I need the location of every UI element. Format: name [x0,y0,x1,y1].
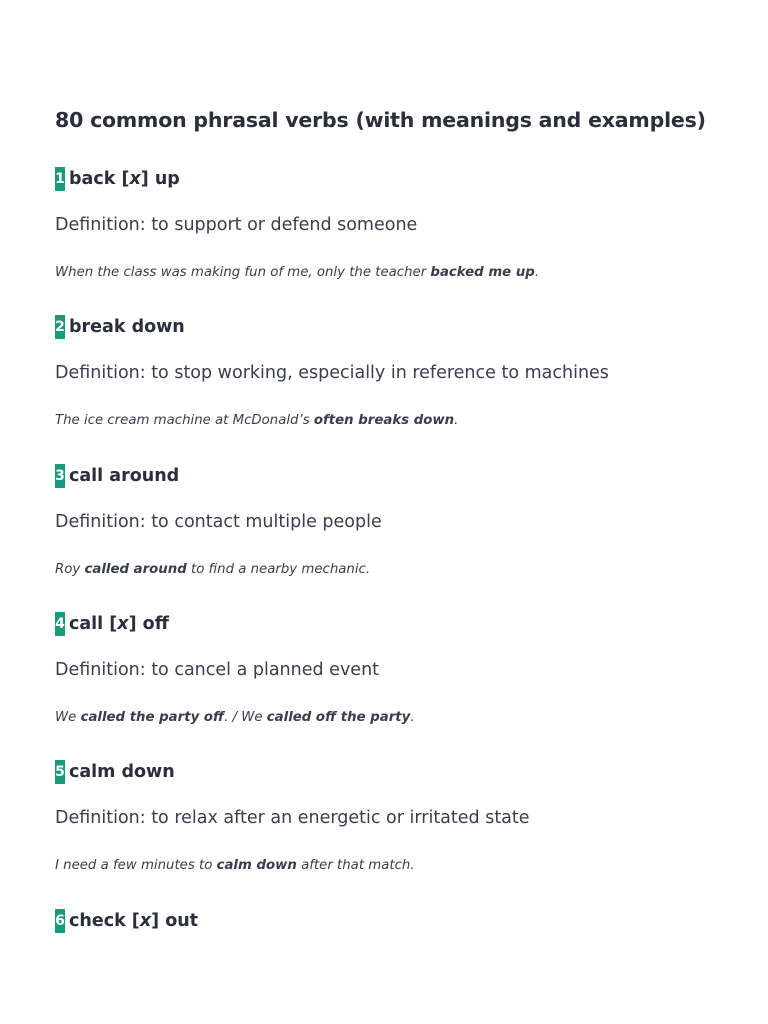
number-badge: 5 [55,760,65,784]
definition: Definition: to cancel a planned event [55,660,380,680]
number-badge: 6 [55,909,65,933]
definition: Definition: to relax after an energetic or irritated state [55,808,530,828]
entry-heading [55,167,180,191]
entry-heading [55,612,169,636]
phrasal-verb: calm down [69,762,175,782]
entry-heading [55,464,179,488]
number-badge: 1 [55,167,65,191]
entry-heading [55,760,175,784]
definition: Definition: to stop working, especially in reference to machines [55,363,609,383]
example-sentence: We called the party off. / We called off the party. [55,710,415,725]
phrasal-verb: check [x] out [69,911,199,931]
phrasal-verb: call [x] off [69,614,169,634]
phrasal-verb: back [x] up [69,169,180,189]
page-title: 80 common phrasal verbs (with meanings and examples) [55,108,706,132]
entry-heading [55,315,185,339]
example-sentence: The ice cream machine at McDonald’s often breaks down. [55,413,459,428]
number-badge: 3 [55,464,65,488]
number-badge: 2 [55,315,65,339]
definition: Definition: to contact multiple people [55,512,382,532]
definition: Definition: to support or defend someone [55,215,418,235]
example-sentence: Roy called around to find a nearby mechanic. [55,562,371,577]
example-sentence: When the class was making fun of me, only the teacher backed me up. [55,265,540,280]
entry-heading [55,909,198,933]
example-sentence: I need a few minutes to calm down after that match. [55,858,415,873]
phrasal-verb: call around [69,466,180,486]
phrasal-verb: break down [69,317,185,337]
number-badge: 4 [55,612,65,636]
